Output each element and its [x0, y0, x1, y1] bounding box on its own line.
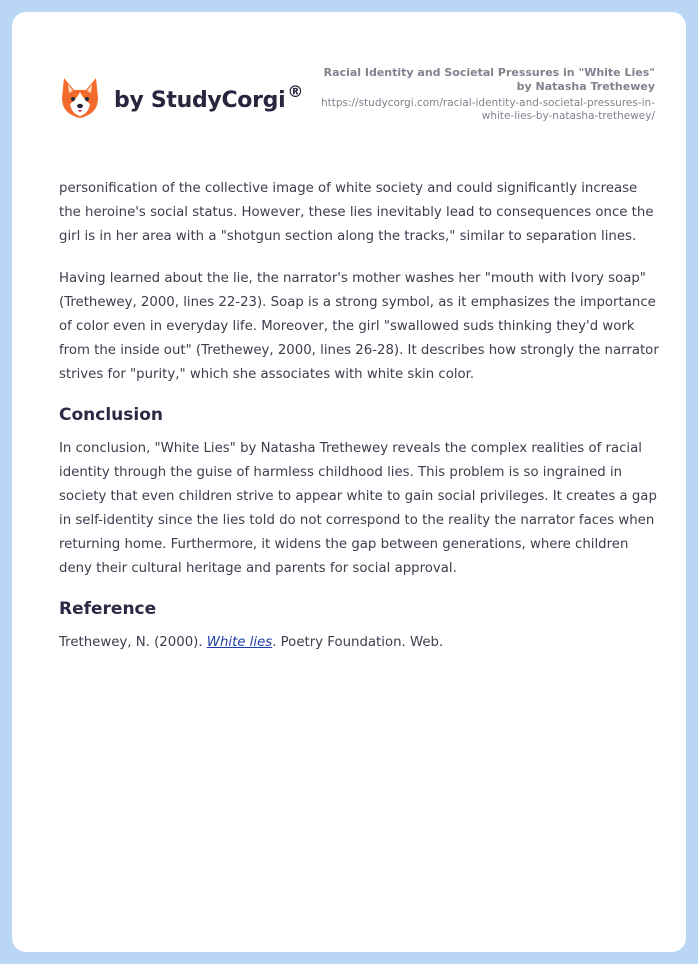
document-body — [59, 177, 659, 655]
studycorgi-logo[interactable] — [60, 76, 303, 120]
paragraph: personification of the collective image of white society and could significantly increase the heroine's social status. However, these lies inevitably lead to consequences once the girl is in her area with a "shotgun section along the tracks," similar to separation lines. — [59, 181, 654, 244]
logo-wordmark: by StudyCorgi ® — [114, 81, 304, 113]
registered-mark: ® — [287, 81, 304, 101]
reference-link[interactable]: White lies — [206, 635, 273, 650]
document-url[interactable]: https://studycorgi.com/racial-identity-and-societal-pressures-in-white-lies-by-natasha-trethewey/ — [320, 97, 655, 122]
document-header — [315, 66, 655, 123]
conclusion-paragraph: In conclusion, "White Lies" by Natasha Trethewey reveals the complex realities of racial identity through the guise of harmless childhood lies. This problem is so ingrained in society that even children strive to appear white to gain social privileges. It creates a gap in self-identity since the lies told do not correspond to the reality the narrator faces when returning home. Furthermore, it widens the gap between generations, where children deny their cultural heritage and parents for social approval. — [59, 441, 657, 576]
document-page — [12, 12, 686, 952]
corgi-icon — [60, 76, 100, 120]
reference-heading: Reference — [59, 599, 157, 619]
document-title: Racial Identity and Societal Pressures in "White Lies" by Natasha Trethewey — [323, 66, 655, 93]
paragraph: Having learned about the lie, the narrator's mother washes her "mouth with Ivory soap" (Trethewey, 2000, lines 22-23). Soap is a strong symbol, as it emphasizes the importance of color even in everyday life. Moreover, the girl "swallowed suds thinking they'd work from the inside out" (Trethewey, 2000, lines 26-28). It describes how strongly the narrator strives for "purity," which she associates with white skin color. — [59, 271, 659, 382]
conclusion-heading: Conclusion — [59, 405, 163, 425]
reference-entry: Trethewey, N. (2000). White lies. Poetry Foundation. Web. — [59, 635, 444, 650]
